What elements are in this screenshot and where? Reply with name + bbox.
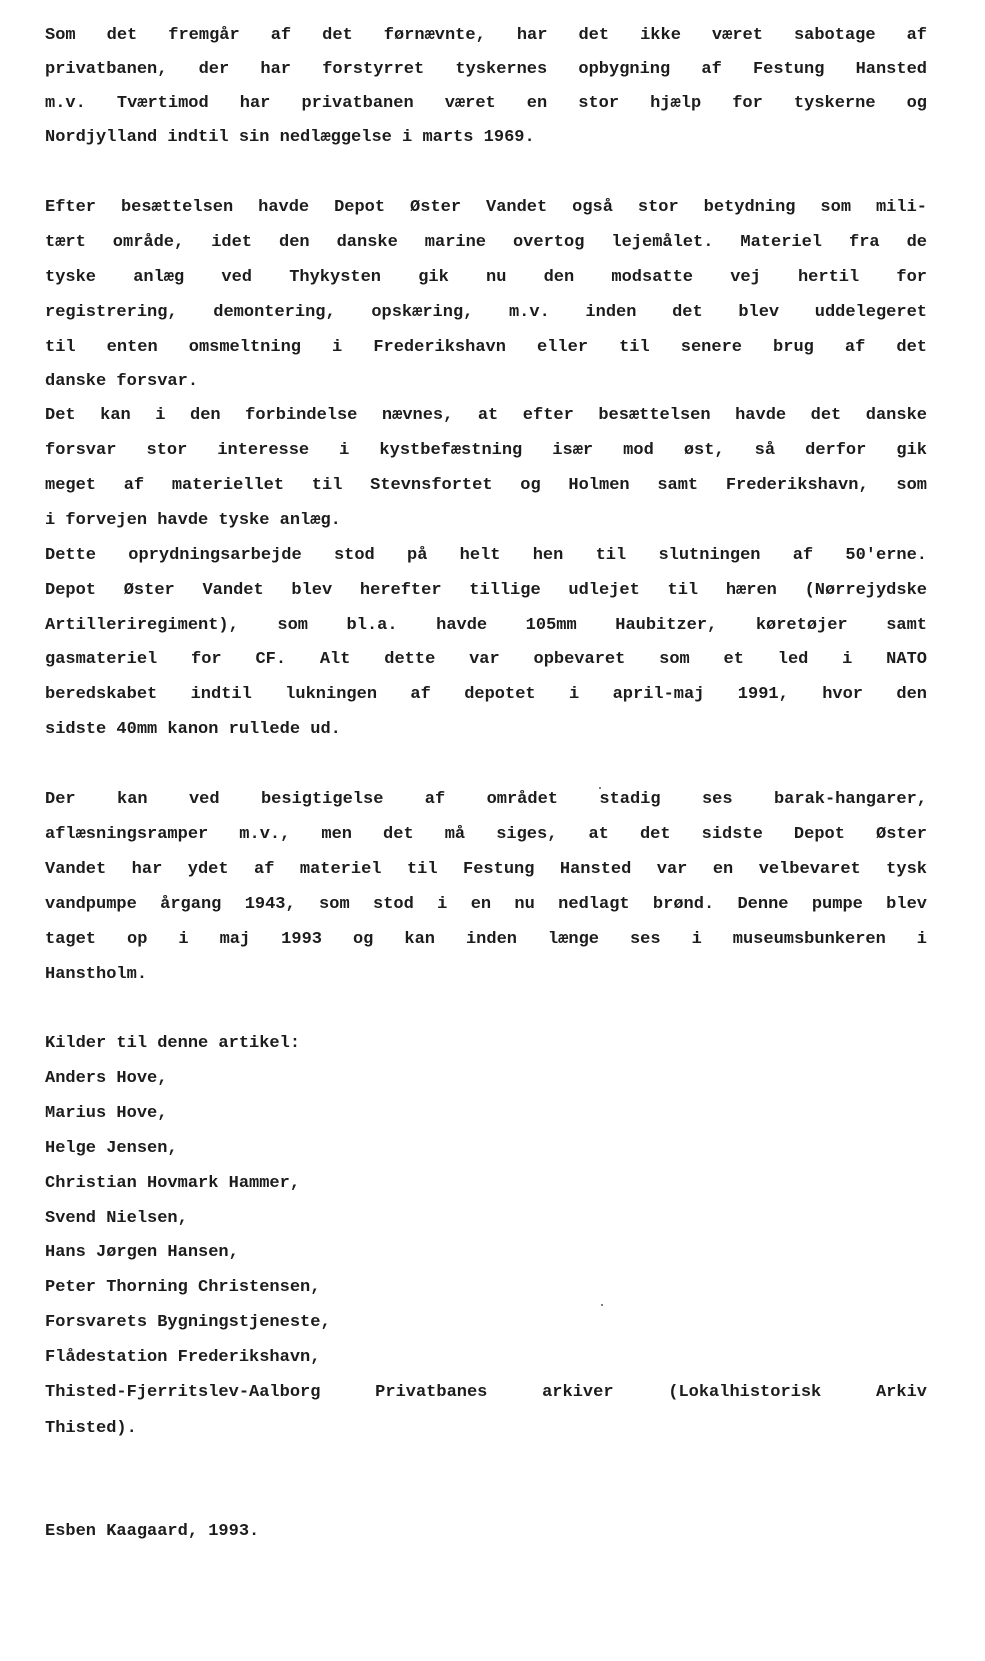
source-item: Helge Jensen, — [45, 1139, 178, 1158]
text-line: Hanstholm. — [45, 965, 148, 984]
text-line: gasmateriel for CF. Alt dette var opbevaret som et led i NATO — [45, 650, 927, 669]
source-item: Marius Hove, — [45, 1104, 168, 1123]
source-item: Christian Hovmark Hammer, — [45, 1174, 301, 1193]
source-item: Peter Thorning Christensen, — [45, 1278, 321, 1297]
text-line: Der kan ved besigtigelse af området stadig ses barak-hangarer, — [45, 790, 927, 809]
text-line: Vandet har ydet af materiel til Festung Hansted var en velbevaret tysk — [45, 860, 927, 879]
source-item: Svend Nielsen, — [45, 1209, 188, 1228]
text-line: Artilleriregiment), som bl.a. havde 105mm Haubitzer, køretøjer samt — [45, 616, 927, 635]
text-line: privatbanen, der har forstyrret tyskernes opbygning af Festung Hansted — [45, 60, 927, 79]
text-line: Depot Øster Vandet blev herefter tillige udlejet til hæren (Nørrejydske — [45, 581, 927, 600]
text-line: sidste 40mm kanon rullede ud. — [45, 720, 341, 739]
text-line: Nordjylland indtil sin nedlæggelse i marts 1969. — [45, 128, 535, 147]
text-line: registrering, demontering, opskæring, m.v. inden det blev uddelegeret — [45, 303, 927, 322]
text-line: Det kan i den forbindelse nævnes, at efter besættelsen havde det danske — [45, 406, 927, 425]
source-item: Forsvarets Bygningstjeneste, — [45, 1313, 331, 1332]
text-line: Efter besættelsen havde Depot Øster Vandet også stor betydning som mili- — [45, 198, 927, 217]
text-line: forsvar stor interesse i kystbefæstning især mod øst, så derfor gik — [45, 441, 927, 460]
text-line: tært område, idet den danske marine overtog lejemålet. Materiel fra de — [45, 233, 927, 252]
text-line: Som det fremgår af det førnævnte, har det ikke været sabotage af — [45, 26, 927, 45]
source-item: Thisted). — [45, 1419, 137, 1438]
text-line: aflæsningsramper m.v., men det må siges, at det sidste Depot Øster — [45, 825, 927, 844]
scan-speck — [599, 787, 601, 789]
scan-speck — [601, 1304, 603, 1306]
text-line: beredskabet indtil lukningen af depotet i april-maj 1991, hvor den — [45, 685, 927, 704]
text-line: meget af materiellet til Stevnsfortet og Holmen samt Frederikshavn, som — [45, 476, 927, 495]
sources-heading: Kilder til denne artikel: — [45, 1034, 301, 1053]
text-line: danske forsvar. — [45, 372, 199, 391]
text-line: m.v. Tværtimod har privatbanen været en stor hjælp for tyskerne og — [45, 94, 927, 113]
text-line: Dette oprydningsarbejde stod på helt hen til slutningen af 50'erne. — [45, 546, 927, 565]
text-line: taget op i maj 1993 og kan inden længe ses i museumsbunkeren i — [45, 930, 927, 949]
text-line: vandpumpe årgang 1943, som stod i en nu nedlagt brønd. Denne pumpe blev — [45, 895, 927, 914]
source-item: Flådestation Frederikshavn, — [45, 1348, 321, 1367]
text-line: til enten omsmeltning i Frederikshavn eller til senere brug af det — [45, 338, 927, 357]
source-item: Anders Hove, — [45, 1069, 168, 1088]
signature: Esben Kaagaard, 1993. — [45, 1522, 260, 1541]
source-item: Thisted-Fjerritslev-Aalborg Privatbanes arkiver (Lokalhistorisk Arkiv — [45, 1383, 927, 1402]
text-line: i forvejen havde tyske anlæg. — [45, 511, 341, 530]
source-item: Hans Jørgen Hansen, — [45, 1243, 239, 1262]
text-line: tyske anlæg ved Thykysten gik nu den modsatte vej hertil for — [45, 268, 927, 287]
